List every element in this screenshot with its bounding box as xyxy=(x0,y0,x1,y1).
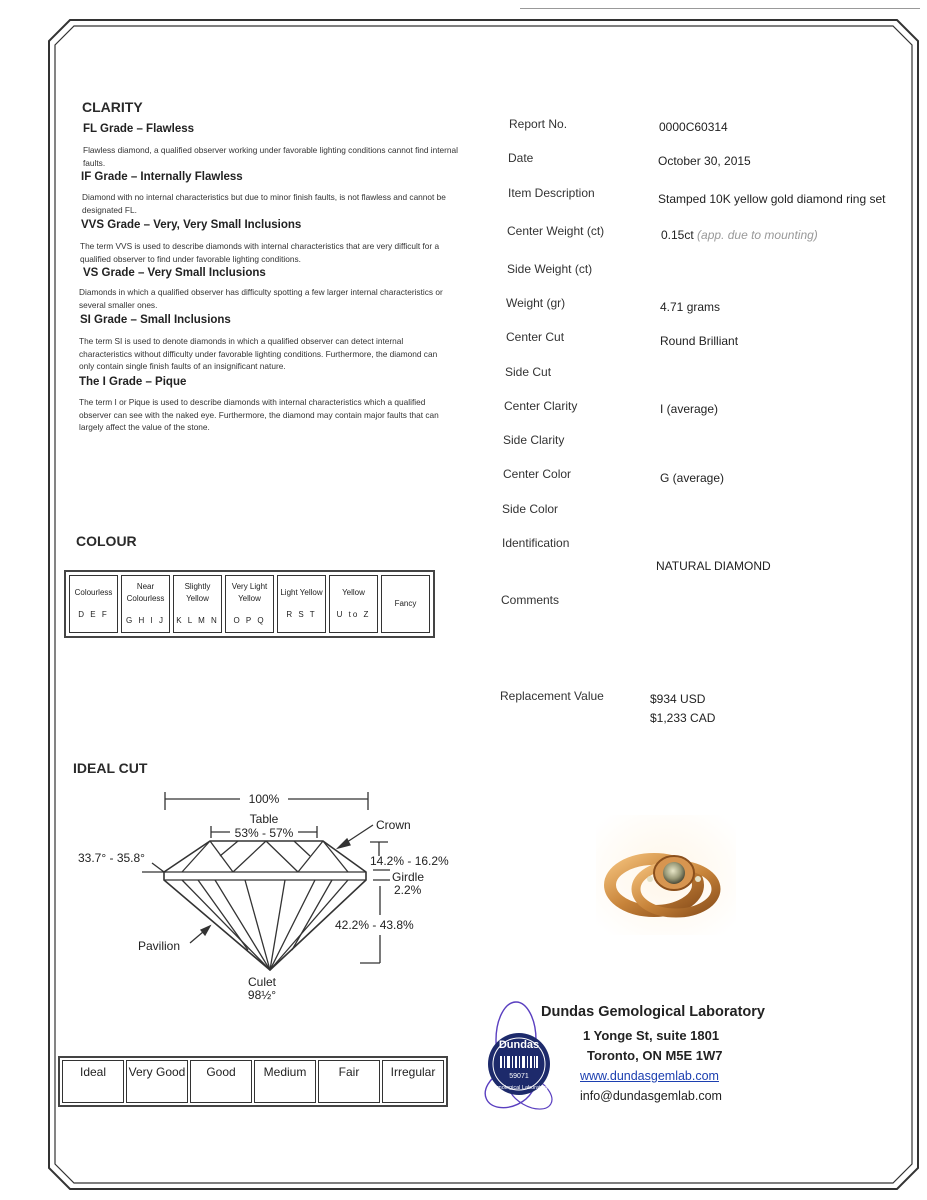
colour-code: R S T xyxy=(286,610,317,619)
colour-name: Slightly Yellow xyxy=(184,582,211,603)
center-clarity-value: I (average) xyxy=(660,402,719,416)
diagram-culet-label: Culet xyxy=(247,975,277,989)
colour-cell xyxy=(381,575,430,633)
ideal-cut-diagram xyxy=(70,780,460,1010)
lab-address-line2: Toronto, ON M5E 1W7 xyxy=(587,1048,723,1063)
diagram-girdle-value: 2.2% xyxy=(394,883,422,897)
colour-name: Fancy xyxy=(394,599,417,608)
center-color-label: Center Color xyxy=(503,467,572,481)
identification-label: Identification xyxy=(502,536,570,550)
grade-desc-i: The term I or Pique is used to describe diamonds with internal characteristics which a qualified observer can see with the naked eye. Furthermore, the diamond may contain major faults that can largely affect the value of the stone. xyxy=(79,397,439,432)
cut-grade-cell: Irregular xyxy=(382,1060,444,1103)
lab-name: Dundas Gemological Laboratory xyxy=(541,1004,765,1020)
center-weight-amount: 0.15ct xyxy=(661,228,694,242)
grade-desc-vs: Diamonds in which a qualified observer has difficulty spotting a few larger internal characteristics or several smaller ones. xyxy=(79,287,443,310)
colour-code: K L M N xyxy=(176,616,219,625)
grade-heading-vs: VS Grade – Very Small Inclusions xyxy=(83,267,266,279)
diagram-pavilion-depth: 42.2% - 43.8% xyxy=(335,918,414,932)
diagram-crown-height: 14.2% - 16.2% xyxy=(370,854,449,868)
colour-title: COLOUR xyxy=(76,533,137,549)
cut-grade-cell: Fair xyxy=(318,1060,380,1103)
logo-number: 59071 xyxy=(509,1073,529,1080)
center-weight-note: (app. due to mounting) xyxy=(697,228,818,242)
item-description-value: Stamped 10K yellow gold diamond ring set xyxy=(658,192,886,206)
side-color-label: Side Color xyxy=(502,502,559,516)
weight-label: Weight (gr) xyxy=(506,296,566,310)
lab-website-link[interactable]: www.dundasgemlab.com xyxy=(580,1069,719,1083)
colour-name: Yellow xyxy=(342,588,365,597)
colour-cell xyxy=(121,575,170,633)
colour-cell xyxy=(173,575,222,633)
colour-name: Light Yellow xyxy=(280,588,323,597)
diagram-culet-value: 98½° xyxy=(247,988,277,1002)
diagram-table-range: 53% - 57% xyxy=(234,826,294,840)
replacement-value-label: Replacement Value xyxy=(500,689,604,703)
grade-desc-if: Diamond with no internal characteristics but due to minor finish faults, is not flawless and cannot be designated FL. xyxy=(82,192,446,215)
date-value: October 30, 2015 xyxy=(658,154,751,168)
cut-grade-cell: Very Good xyxy=(126,1060,188,1103)
colour-name: Very Light Yellow xyxy=(231,582,268,603)
grade-heading-vvs: VVS Grade – Very, Very Small Inclusions xyxy=(81,219,302,231)
center-weight-label: Center Weight (ct) xyxy=(507,224,605,238)
lab-address-line1: 1 Yonge St, suite 1801 xyxy=(583,1028,720,1043)
lab-email[interactable]: info@dundasgemlab.com xyxy=(580,1089,722,1103)
colour-code: O P Q xyxy=(233,616,266,625)
colour-cell xyxy=(277,575,326,633)
colour-name: Colourless xyxy=(74,588,113,597)
report-no-label: Report No. xyxy=(509,117,568,131)
colour-scale-table xyxy=(64,570,435,638)
side-cut-label: Side Cut xyxy=(505,365,552,379)
colour-name: Near Colourless xyxy=(126,582,165,603)
item-description-label: Item Description xyxy=(508,186,595,200)
replacement-usd: $934 USD xyxy=(650,692,706,706)
grade-heading-if: IF Grade – Internally Flawless xyxy=(81,171,243,183)
cut-grade-cell: Ideal xyxy=(62,1060,124,1103)
cut-grade-table xyxy=(58,1056,448,1107)
diagram-total: 100% xyxy=(248,792,280,806)
ideal-cut-title: IDEAL CUT xyxy=(73,760,148,776)
grade-heading-si: SI Grade – Small Inclusions xyxy=(80,314,231,326)
diagram-crown-angle: 33.7° - 35.8° xyxy=(78,851,145,865)
diagram-table-label: Table xyxy=(249,812,279,826)
grade-desc-vvs: The term VVS is used to describe diamonds with internal characteristics that are very difficult for a qualified observer to find under favorable lighting conditions. xyxy=(80,241,440,264)
weight-value: 4.71 grams xyxy=(660,300,721,314)
side-weight-label: Side Weight (ct) xyxy=(507,262,593,276)
colour-code: G H I J xyxy=(126,616,165,625)
comments-label: Comments xyxy=(501,593,560,607)
colour-cell xyxy=(225,575,274,633)
colour-code: D E F xyxy=(78,610,109,619)
cut-grade-cell: Medium xyxy=(254,1060,316,1103)
diagram-crown-label: Crown xyxy=(376,818,411,832)
cut-grade-cell: Good xyxy=(190,1060,252,1103)
center-cut-label: Center Cut xyxy=(506,330,565,344)
logo-ring-text: Gemological Laboratory xyxy=(489,1085,549,1091)
center-cut-value: Round Brilliant xyxy=(660,334,739,348)
logo-text: Dundas xyxy=(498,1039,540,1051)
diagram-pavilion-label: Pavilion xyxy=(138,939,181,953)
grade-desc-fl: Flawless diamond, a qualified observer working under favorable lighting conditions cannot find internal faults. xyxy=(83,145,458,168)
clarity-title: CLARITY xyxy=(82,99,143,115)
replacement-cad: $1,233 CAD xyxy=(650,711,716,725)
diagram-girdle-label: Girdle xyxy=(392,870,425,884)
colour-cell xyxy=(69,575,118,633)
colour-cell xyxy=(329,575,378,633)
colour-code: U to Z xyxy=(336,610,371,619)
grade-heading-i: The I Grade – Pique xyxy=(79,376,187,388)
center-clarity-label: Center Clarity xyxy=(504,399,578,413)
grade-desc-si: The term SI is used to denote diamonds in which a qualified observer can detect internal characteristics without difficulty under favorable lighting conditions. Furthermore, the diamond can only contain single finish faults of an insignificant nature. xyxy=(79,336,438,371)
center-color-value: G (average) xyxy=(660,471,725,485)
ring-photo xyxy=(596,815,736,935)
side-clarity-label: Side Clarity xyxy=(503,433,565,447)
report-no-value: 0000C60314 xyxy=(659,120,728,134)
grade-heading-fl: FL Grade – Flawless xyxy=(83,123,195,135)
center-weight-value xyxy=(661,228,818,242)
date-label: Date xyxy=(508,151,534,165)
identification-value: NATURAL DIAMOND xyxy=(656,559,771,573)
